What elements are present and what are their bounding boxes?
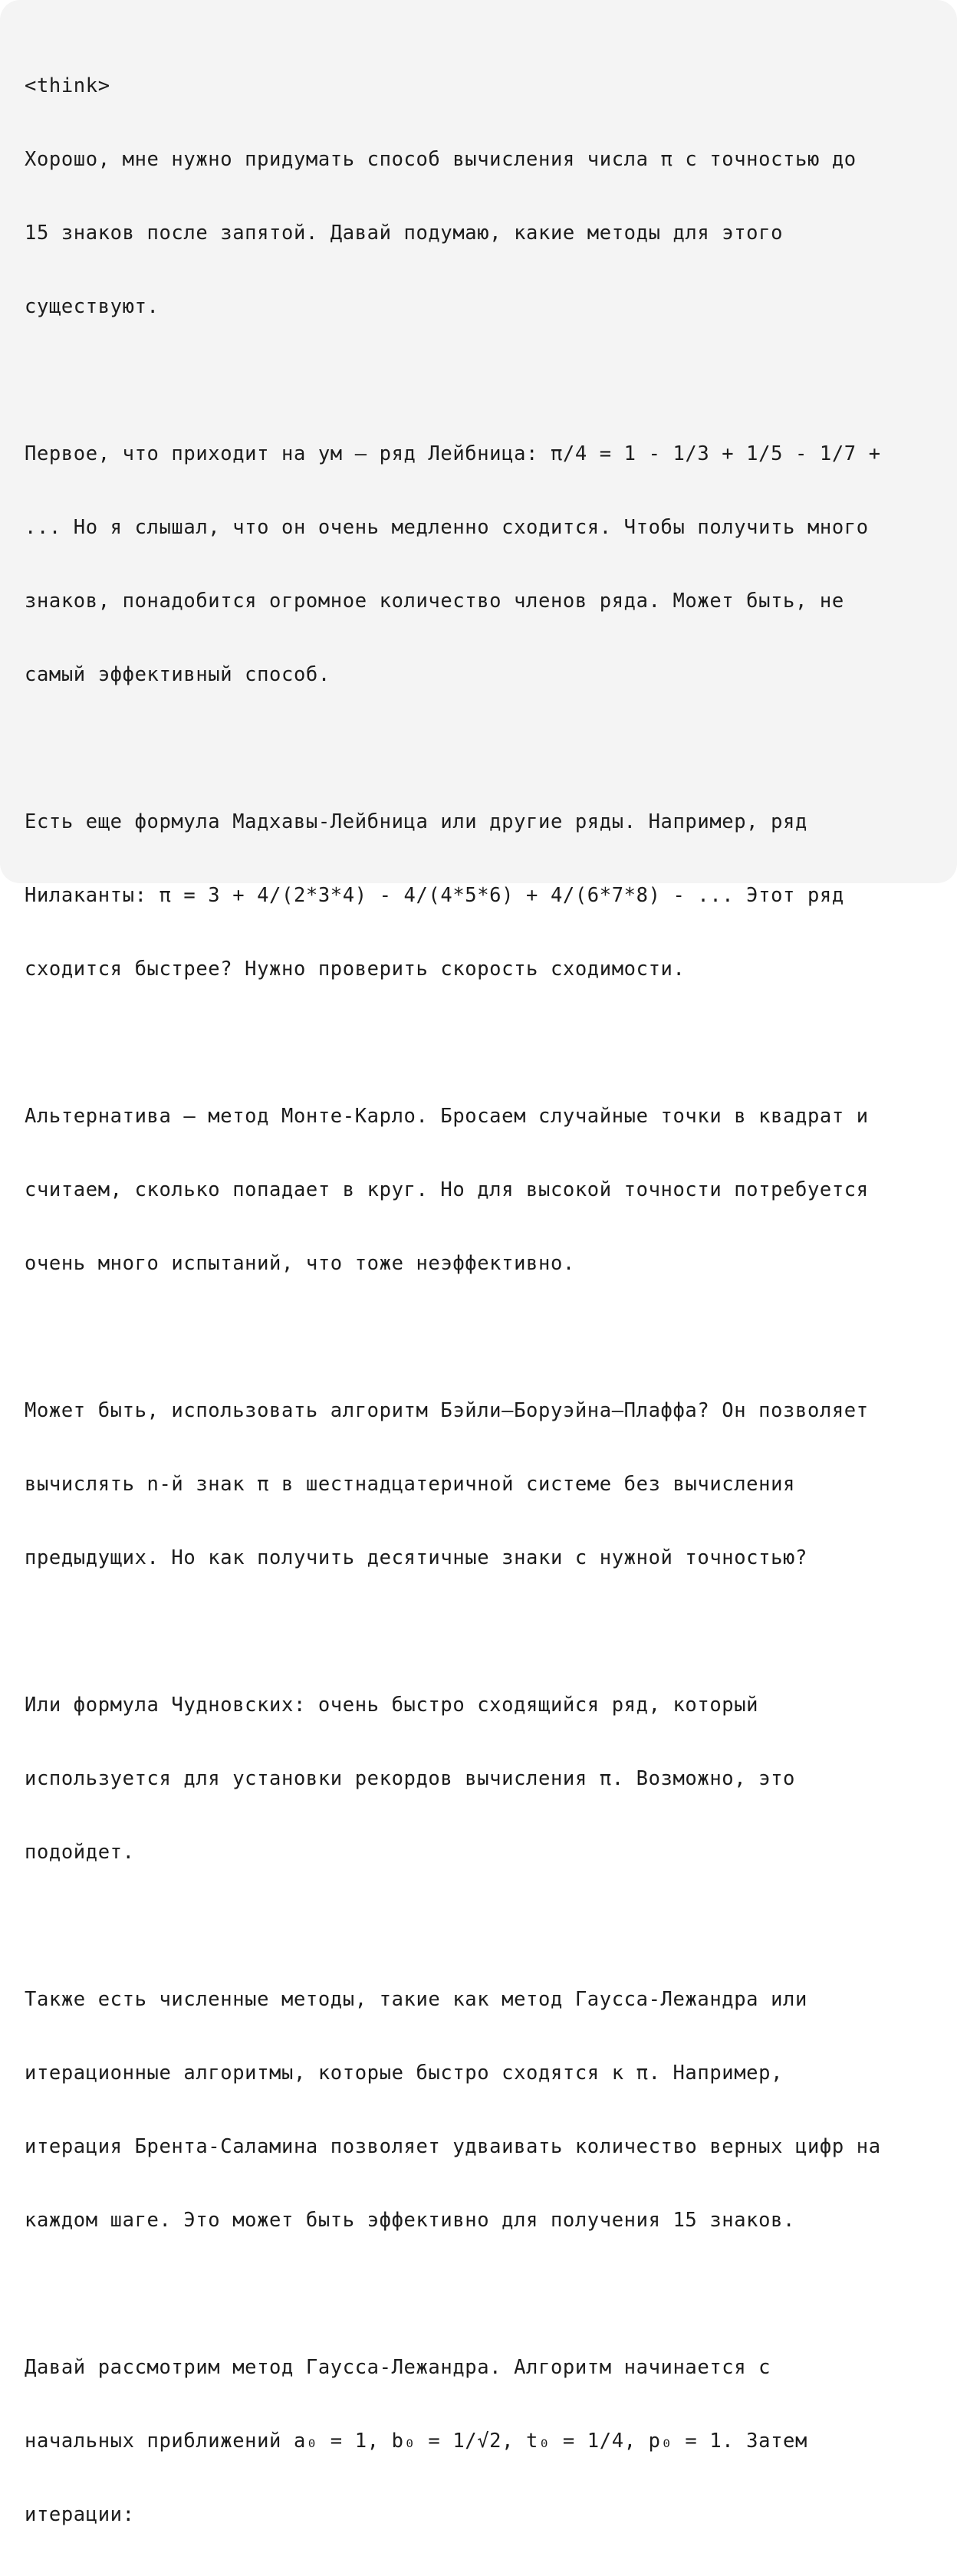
text-line: Хорошо, мне нужно придумать способ вычисления числа π с точностью до [25, 148, 857, 171]
text-line: начальных приближений a₀ = 1, b₀ = 1/√2, t₀ = 1/4, p₀ = 1. Затем [25, 2430, 807, 2453]
text-line: самый эффективный способ. [25, 663, 331, 686]
text-line: Первое, что приходит на ум — ряд Лейбница: π/4 = 1 - 1/3 + 1/5 - 1/7 + [25, 442, 881, 465]
text-line: предыдущих. Но как получить десятичные знаки с нужной точностью? [25, 1546, 807, 1569]
text-line: ... Но я слышал, что он очень медленно сходится. Чтобы получить много [25, 516, 869, 539]
text-line: итерационные алгоритмы, которые быстро сходятся к π. Например, [25, 2062, 784, 2085]
text-line: Давай рассмотрим метод Гаусса-Лежандра. Алгоритм начинается с [25, 2356, 771, 2379]
text-line: Есть еще формула Мадхавы-Лейбница или другие ряды. Например, ряд [25, 810, 807, 833]
text-line: используется для установки рекордов вычисления π. Возможно, это [25, 1767, 795, 1790]
blank-line [25, 1619, 932, 1644]
blank-line [25, 2282, 932, 2306]
text-line: подойдет. [25, 1841, 135, 1864]
text-line: 15 знаков после запятой. Давай подумаю, какие методы для этого [25, 222, 784, 245]
text-line: <think> [25, 74, 110, 97]
text-line: Может быть, использовать алгоритм Бэйли—Боруэйна—Плаффа? Он позволяет [25, 1399, 869, 1422]
blank-line [25, 736, 932, 761]
text-line: Альтернатива — метод Монте-Карло. Бросаем случайные точки в квадрат и [25, 1105, 869, 1128]
blank-line [25, 368, 932, 393]
blank-line [25, 1325, 932, 1349]
blank-line [25, 1914, 932, 1938]
text-line: Или формула Чудновских: очень быстро сходящийся ряд, который [25, 1694, 759, 1717]
text-line: сходится быстрее? Нужно проверить скорость сходимости. [25, 958, 686, 981]
blank-line [25, 1030, 932, 1055]
text-line: существуют. [25, 295, 160, 318]
text-line: итерация Брента-Саламина позволяет удваивать количество верных цифр на [25, 2135, 881, 2158]
text-line: Нилаканты: π = 3 + 4/(2*3*4) - 4/(4*5*6) + 4/(6*7*8) - ... Этот ряд [25, 884, 844, 907]
text-line: каждом шаге. Это может быть эффективно для получения 15 знаков. [25, 2209, 795, 2232]
text-line: очень много испытаний, что тоже неэффективно. [25, 1252, 575, 1275]
reasoning-text [25, 25, 932, 2576]
text-line: знаков, понадобится огромное количество членов ряда. Может быть, не [25, 590, 844, 613]
text-line: Также есть численные методы, такие как метод Гаусса-Лежандра или [25, 1988, 807, 2011]
text-line: итерации: [25, 2503, 135, 2526]
text-line: считаем, сколько попадает в круг. Но для высокой точности потребуется [25, 1178, 869, 1201]
text-line: вычислять n-й знак π в шестнадцатеричной системе без вычисления [25, 1473, 795, 1496]
